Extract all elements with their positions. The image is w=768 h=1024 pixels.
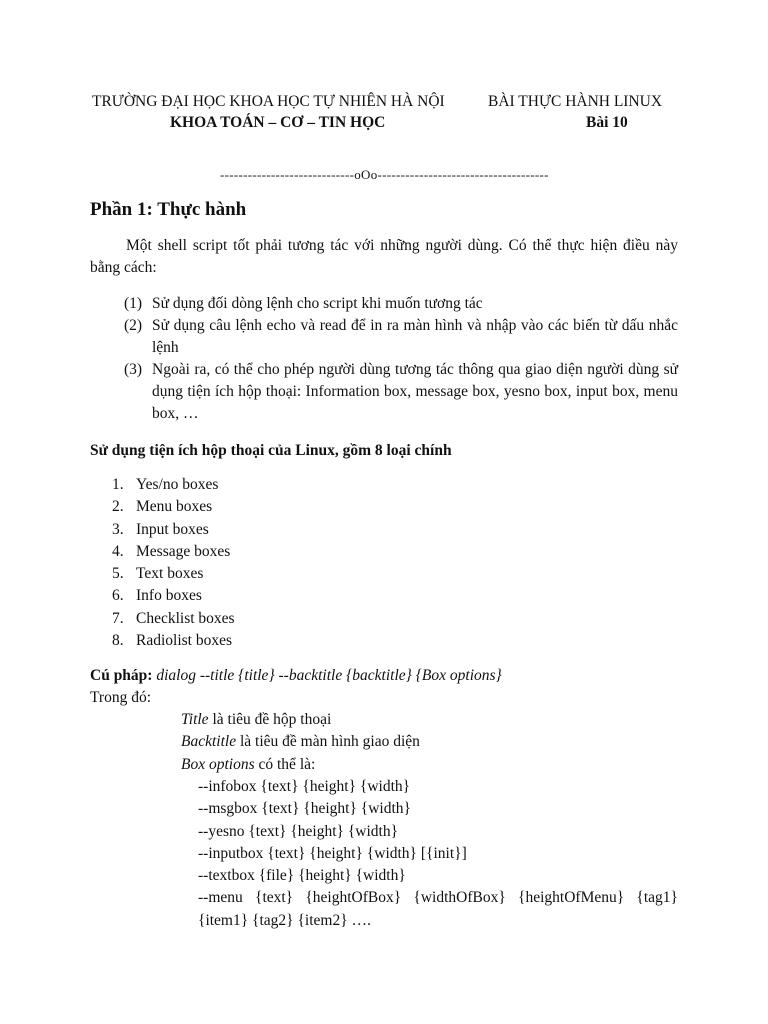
- list-item: [90, 630, 235, 652]
- definition-desc: là tiêu đề màn hình giao diện: [236, 733, 420, 751]
- definition-term: Box options: [181, 755, 255, 773]
- where-label: Trong đó:: [90, 689, 152, 706]
- definitions-block: [181, 709, 420, 776]
- list-item-text: Yes/no boxes: [136, 476, 219, 493]
- interaction-methods-list: [90, 293, 678, 425]
- list-number: 1.: [112, 476, 124, 493]
- menu-option-part: {tag1}: [636, 889, 678, 907]
- option-line: --msgbox {text} {height} {width}: [198, 800, 411, 818]
- intro-text: Một shell script tốt phải tương tác với những người dùng. Có thể thực hiện điều này bằng cách:: [90, 237, 678, 276]
- list-item-text: Radiolist boxes: [136, 632, 233, 650]
- dialog-types-list: [90, 474, 235, 652]
- syntax-label: Cú pháp:: [90, 667, 153, 684]
- syntax-line: [90, 665, 502, 687]
- list-item: [90, 293, 678, 315]
- definition-row: [181, 754, 420, 776]
- menu-option-part: {text}: [255, 889, 294, 907]
- option-line: --inputbox {text} {height} {width} [{init}]: [198, 844, 467, 862]
- list-item: [90, 519, 235, 541]
- list-item: [90, 585, 235, 607]
- list-number: 6.: [112, 587, 124, 605]
- lesson-number: Bài 10: [586, 114, 628, 131]
- list-item: [90, 496, 235, 518]
- list-item-text: Sử dụng đối dòng lệnh cho script khi muốn tương tác: [152, 295, 483, 312]
- option-line: --textbox {file} {height} {width}: [198, 867, 406, 885]
- definition-term: Backtitle: [181, 733, 237, 751]
- faculty-name: KHOA TOÁN – CƠ – TIN HỌC: [170, 114, 386, 131]
- list-item: [90, 541, 235, 563]
- list-item-text: Menu boxes: [136, 498, 213, 516]
- list-number: 3.: [112, 520, 124, 538]
- list-item-text: Sử dụng câu lệnh echo và read để in ra màn hình và nhập vào các biến từ dấu nhắc lệnh: [152, 317, 678, 356]
- list-item: [90, 608, 235, 630]
- definition-row: [181, 709, 420, 731]
- definition-term: Title: [181, 711, 209, 728]
- university-name: TRƯỜNG ĐẠI HỌC KHOA HỌC TỰ NHIÊN HÀ NỘI: [92, 93, 445, 110]
- list-number: 7.: [112, 609, 124, 627]
- definition-row: [181, 731, 420, 753]
- menu-option-line: [198, 887, 678, 909]
- dialog-types-heading: Sử dụng tiện ích hộp thoại của Linux, gồm 8 loại chính: [90, 442, 452, 459]
- list-number: (2): [124, 317, 143, 334]
- definition-desc: có thể là:: [254, 755, 316, 773]
- ornament-separator: -----------------------------oOo-------------------------------------: [220, 167, 549, 182]
- list-item-text: Ngoài ra, có thể cho phép người dùng tương tác thông qua giao diện người dùng sử dụng tiện ích hộp thoại: Information box, message box, yesno box, input box, menu box, …: [152, 361, 678, 422]
- menu-option-part: {widthOfBox}: [413, 889, 506, 907]
- list-item: [90, 315, 678, 359]
- list-number: (3): [124, 361, 143, 378]
- list-number: (1): [124, 295, 143, 312]
- box-options-block: [198, 776, 678, 932]
- list-item-text: Input boxes: [136, 520, 209, 538]
- menu-option-part: {heightOfBox}: [305, 889, 402, 907]
- list-item-text: Info boxes: [136, 587, 202, 605]
- list-item-text: Message boxes: [136, 542, 231, 560]
- list-item-text: Checklist boxes: [136, 609, 235, 627]
- list-number: 5.: [112, 565, 124, 583]
- menu-option-continuation: {item1} {tag2} {item2} ….: [198, 911, 371, 929]
- menu-option-part: --menu: [198, 889, 243, 907]
- list-number: 8.: [112, 632, 124, 650]
- syntax-command: dialog --title {title} --backtitle {backtitle} {Box options}: [156, 667, 502, 684]
- course-title: BÀI THỰC HÀNH LINUX: [488, 93, 663, 110]
- list-number: 4.: [112, 542, 124, 560]
- list-item: [90, 563, 235, 585]
- option-line: --infobox {text} {height} {width}: [198, 778, 411, 795]
- list-number: 2.: [112, 498, 124, 516]
- list-item-text: Text boxes: [136, 565, 204, 583]
- list-item: [90, 359, 678, 425]
- list-item: [90, 474, 235, 496]
- definition-desc: là tiêu đề hộp thoại: [208, 711, 332, 728]
- intro-paragraph: [90, 235, 678, 279]
- section-title: Phần 1: Thực hành: [90, 199, 247, 220]
- menu-option-part: {heightOfMenu}: [518, 889, 625, 907]
- option-line: --yesno {text} {height} {width}: [198, 822, 399, 840]
